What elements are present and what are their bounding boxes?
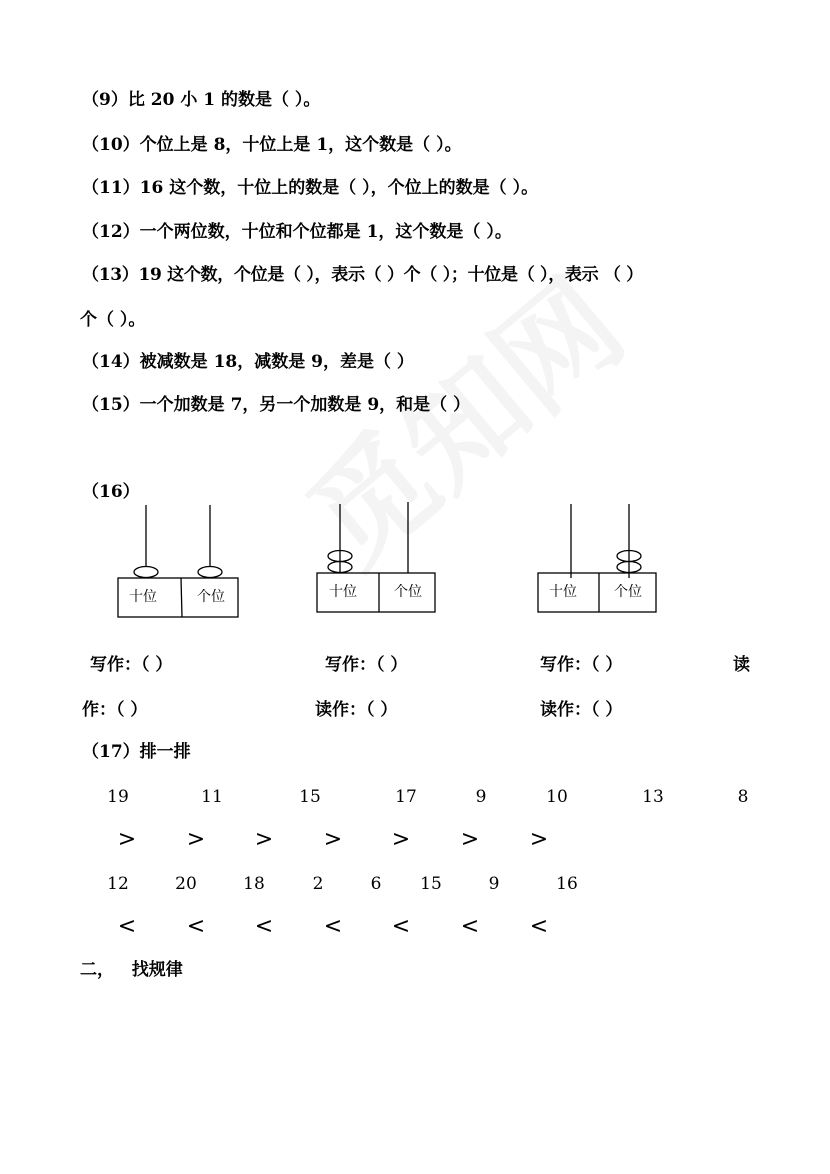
greater-than: > bbox=[323, 827, 343, 852]
less-than: < bbox=[117, 914, 137, 939]
read-2: 读作：（ ） bbox=[315, 700, 398, 720]
less-than: < bbox=[460, 914, 480, 939]
number: 9 bbox=[475, 787, 487, 807]
greater-than: > bbox=[117, 827, 137, 852]
less-than: < bbox=[186, 914, 206, 939]
question-12: （12）一个两位数，十位和个位都是 1，这个数是（ ）。 bbox=[82, 222, 512, 242]
less-than: < bbox=[529, 914, 549, 939]
question-14: （14）被减数是 18，减数是 9，差是（ ） bbox=[82, 352, 414, 372]
read-1-start: 读 bbox=[733, 655, 750, 675]
tens-label-2: 十位 bbox=[329, 584, 357, 600]
number: 20 bbox=[175, 874, 197, 894]
write-1: 写作：（ ） bbox=[90, 655, 173, 675]
less-than: < bbox=[323, 914, 343, 939]
question-17: （17）排一排 bbox=[82, 742, 191, 762]
tens-label-3: 十位 bbox=[549, 584, 577, 600]
question-10: （10）个位上是 8，十位上是 1，这个数是（ ）。 bbox=[82, 135, 462, 155]
number: 15 bbox=[299, 787, 321, 807]
ones-label-3: 个位 bbox=[614, 584, 642, 600]
section-2-heading: 二， 找规律 bbox=[80, 960, 183, 980]
number: 12 bbox=[107, 874, 129, 894]
number: 17 bbox=[395, 787, 417, 807]
write-3: 写作：（ ） bbox=[540, 655, 623, 675]
number: 10 bbox=[546, 787, 568, 807]
greater-than: > bbox=[460, 827, 480, 852]
number: 11 bbox=[201, 787, 223, 807]
question-13-cont: 个（ ）。 bbox=[80, 310, 146, 330]
question-9: （9）比 20 小 1 的数是（ ）。 bbox=[82, 90, 321, 110]
question-15: （15）一个加数是 7，另一个加数是 9，和是（ ） bbox=[82, 395, 471, 415]
number: 16 bbox=[556, 874, 578, 894]
read-1-end: 作：（ ） bbox=[82, 700, 148, 720]
question-16: （16） bbox=[82, 482, 140, 502]
question-13: （13）19 这个数，个位是（ ），表示（ ）个（ ）；十位是（ ），表示 （ ） bbox=[82, 265, 643, 285]
ones-label-2: 个位 bbox=[394, 584, 422, 600]
ones-label-1: 个位 bbox=[197, 589, 225, 605]
number: 19 bbox=[107, 787, 129, 807]
number: 13 bbox=[642, 787, 664, 807]
number: 6 bbox=[370, 874, 382, 894]
greater-than: > bbox=[254, 827, 274, 852]
greater-than: > bbox=[529, 827, 549, 852]
less-than: < bbox=[391, 914, 411, 939]
less-than: < bbox=[254, 914, 274, 939]
greater-than: > bbox=[391, 827, 411, 852]
greater-than: > bbox=[186, 827, 206, 852]
read-3: 读作：（ ） bbox=[540, 700, 623, 720]
number: 8 bbox=[737, 787, 749, 807]
number: 15 bbox=[420, 874, 442, 894]
number: 18 bbox=[243, 874, 265, 894]
number: 2 bbox=[312, 874, 324, 894]
question-11: （11）16 这个数，十位上的数是（ ），个位上的数是（ ）。 bbox=[82, 178, 539, 198]
write-2: 写作：（ ） bbox=[325, 655, 408, 675]
number: 9 bbox=[488, 874, 500, 894]
tens-label-1: 十位 bbox=[129, 589, 157, 605]
